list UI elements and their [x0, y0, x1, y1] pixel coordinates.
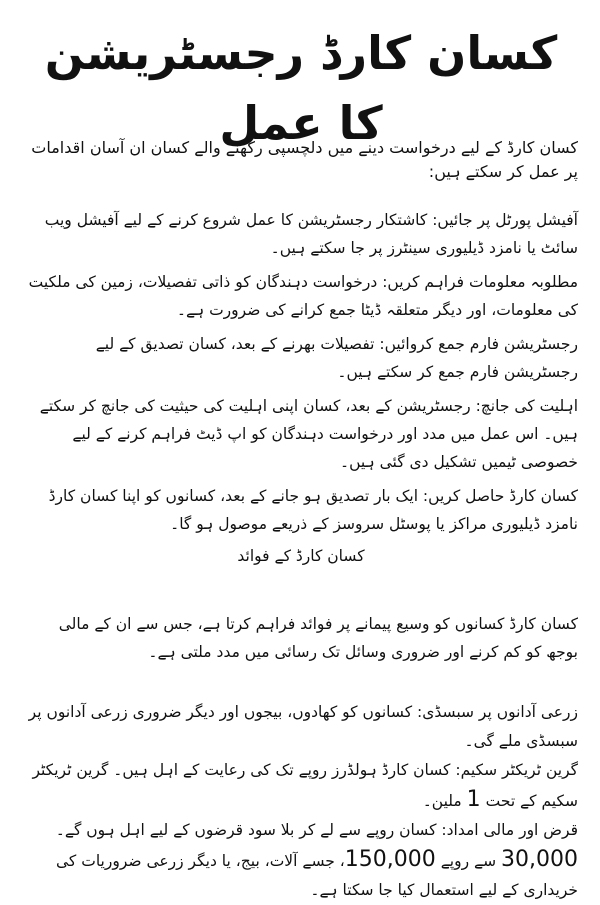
benefit-loans-text: قرض اور مالی امداد: کسان روپے سے لے کر بلا سود قرضوں کے لیے اہل ہوں گے۔	[55, 821, 578, 839]
benefit-green-tractor	[24, 756, 578, 816]
intro-paragraph: کسان کارڈ کے لیے درخواست دینے میں دلچسپی رکھنے والے کسان ان آسان اقدامات پر عمل کر سکتے ہیں:	[31, 138, 578, 181]
step-receive-card: کسان کارڈ حاصل کریں: ایک بار تصدیق ہو جانے کے بعد، کسانوں کو اپنا کسان کارڈ نامزد ڈیلیوری مراکز یا پوسٹل سروسز کے ذریعے موصول ہو گا۔	[48, 487, 578, 533]
benefit-green-tractor-text: گرین ٹریکٹر سکیم: کسان کارڈ ہولڈرز روپے تک کی رعایت کے اہل ہیں۔ گرین ٹریکٹر سکیم کے تحت	[32, 761, 578, 810]
step-submit-form: رجسٹریشن فارم جمع کروائیں: تفصیلات بھرنے کے بعد، کسان تصدیق کے لیے رجسٹریشن فارم جمع کر سکتے ہیں۔	[95, 335, 578, 381]
benefits-list	[24, 698, 578, 905]
benefit-loans-usage: ، جسے آلات، بیج، یا دیگر زرعی ضروریات کی خریداری کے لیے استعمال کیا جا سکتا ہے۔	[56, 852, 578, 899]
step-provide-information: مطلوبہ معلومات فراہم کریں: درخواست دہندگان کو ذاتی تفصیلات، زمین کی ملکیت کی معلومات، اور دیگر متعلقہ ڈیٹا جمع کرانے کی ضرورت ہے۔	[28, 273, 578, 319]
page-title: کسان کارڈ رجسٹریشن کا عمل	[44, 26, 558, 150]
step-eligibility-check: اہلیت کی جانچ: رجسٹریشن کے بعد، کسان اپنی اہلیت کی حیثیت کی جانچ کر سکتے ہیں۔ اس عمل میں مدد اور درخواست دہندگان کو اپ ڈیٹ فراہم کرنے کے لیے خصوصی ٹیمیں تشکیل دی گئی ہیں۔	[39, 397, 578, 471]
benefit-loans-min-amount: 30,000	[501, 847, 578, 872]
benefit-loans	[24, 816, 578, 905]
benefit-subsidy-text: زرعی آدانوں پر سبسڈی: کسانوں کو کھادوں، بیجوں اور دیگر ضروری زرعی آدانوں پر سبسڈی ملے گی۔	[28, 703, 578, 750]
step-visit-portal: آفیشل پورٹل پر جائیں: کاشتکار رجسٹریشن کا عمل شروع کرنے کے لیے آفیشل ویب سائٹ یا نامزد ڈیلیوری سینٹرز پر جا سکتے ہیں۔	[44, 211, 578, 257]
benefits-heading: کسان کارڈ کے فوائد	[237, 547, 365, 565]
registration-steps	[24, 206, 578, 538]
benefit-green-tractor-unit: ملین۔	[422, 792, 462, 810]
benefit-green-tractor-number: 1	[466, 787, 481, 812]
benefits-summary: کسان کارڈ کسانوں کو وسیع پیمانے پر فوائد فراہم کرتا ہے، جس سے ان کے مالی بوجھ کو کم کرنے اور ضروری وسائل تک رسائی میں مدد ملتی ہے۔	[58, 615, 578, 661]
benefit-subsidy	[24, 698, 578, 756]
benefit-loans-max-amount: 150,000	[344, 847, 436, 872]
benefit-loans-connector: سے روپے	[440, 852, 497, 870]
